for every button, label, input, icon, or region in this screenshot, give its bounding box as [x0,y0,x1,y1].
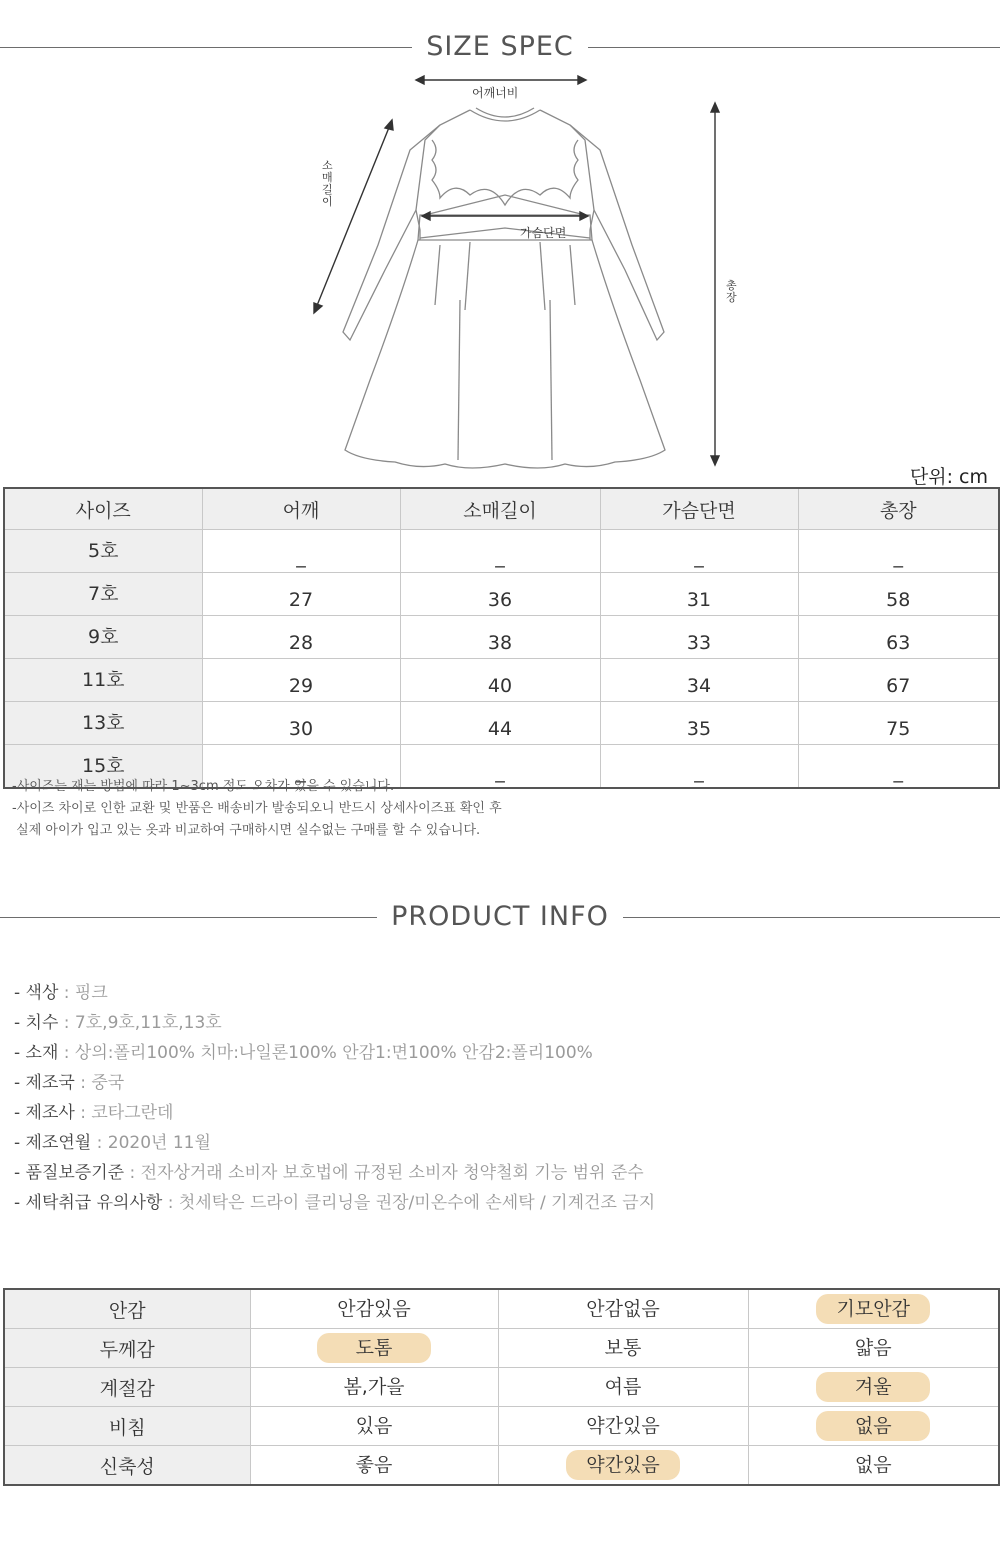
feature-option-selected: 기모안감 [816,1294,930,1324]
sleeve-cell: 44 [400,702,600,745]
table-row [4,702,999,745]
feature-option-cell [498,1446,748,1486]
product-info-heading [0,902,1000,932]
table-row [4,573,999,616]
info-row-material: - 소재 : 상의:폴리100% 치마:나일론100% 안감1:면100% 안감2:폴리100% [14,1043,593,1063]
size-spec-title: SIZE SPEC [412,31,588,62]
feature-option-cell [250,1407,498,1446]
product-info-title: PRODUCT INFO [377,901,623,932]
sleeve-label: 소매길이 [322,159,333,208]
chest-label: 가슴단면 [520,226,567,240]
sleeve-cell: 38 [400,616,600,659]
feature-option-cell [250,1446,498,1486]
info-row-date: - 제조연월 : 2020년 11월 [14,1133,211,1153]
feature-row [4,1368,999,1407]
size-note: -사이즈 차이로 인한 교환 및 반품은 배송비가 발송되오니 반드시 상세사이즈표 확인 후 [12,801,502,816]
feature-option: 없음 [854,1454,892,1476]
feature-row [4,1289,999,1329]
sleeve-cell: 40 [400,659,600,702]
size-spec-table [3,487,1000,789]
feature-option-cell [498,1329,748,1368]
chest-cell: 33 [600,616,798,659]
chest-cell: 31 [600,573,798,616]
feature-option-selected: 약간있음 [566,1450,680,1480]
feature-option-cell [748,1407,999,1446]
shoulder-cell: 27 [202,573,400,616]
table-row [4,616,999,659]
feature-option: 안감없음 [586,1298,660,1320]
feature-option-cell [498,1368,748,1407]
table-row [4,530,999,573]
feature-option-cell [250,1289,498,1329]
length-cell: _ [798,530,999,573]
sleeve-cell: _ [400,745,600,789]
info-row-warranty: - 품질보증기준 : 전자상거래 소비자 보호법에 규정된 소비자 청약철회 기능 범위 준수 [14,1163,644,1183]
feature-option-cell [250,1368,498,1407]
sleeve-cell: _ [400,530,600,573]
feature-row [4,1407,999,1446]
size-notes [12,776,502,842]
size-cell: 11호 [4,659,202,702]
feature-option: 얇음 [854,1337,892,1359]
feature-option: 봄,가을 [343,1376,405,1398]
unit-label: 단위: cm [909,466,988,488]
header-sleeve: 소매길이 [400,488,600,530]
feature-option-cell [748,1329,999,1368]
feature-option: 약간있음 [586,1415,660,1437]
feature-option: 보통 [604,1337,642,1359]
length-label: 총장 [726,279,737,304]
size-spec-heading [0,32,1000,62]
feature-option-cell [748,1446,999,1486]
sleeve-cell: 36 [400,573,600,616]
size-cell: 7호 [4,573,202,616]
size-cell: 5호 [4,530,202,573]
header-shoulder: 어깨 [202,488,400,530]
feature-row [4,1329,999,1368]
length-cell: _ [798,745,999,789]
shoulder-cell: _ [202,530,400,573]
shoulder-cell: _ [202,745,400,789]
feature-option: 있음 [355,1415,393,1437]
feature-row [4,1446,999,1486]
size-note: 실제 아이가 입고 있는 옷과 비교하여 구매하시면 실수없는 구매를 할 수 있습니다. [12,823,481,838]
header-size: 사이즈 [4,488,202,530]
feature-option-cell [748,1289,999,1329]
dress-illustration [0,70,1000,480]
feature-option-cell [250,1329,498,1368]
length-cell: 58 [798,573,999,616]
table-row [4,659,999,702]
feature-label: 비침 [4,1407,250,1446]
feature-label: 안감 [4,1289,250,1329]
size-cell: 15호 [4,745,202,789]
feature-option: 좋음 [355,1454,393,1476]
feature-label: 두께감 [4,1329,250,1368]
header-length: 총장 [798,488,999,530]
info-row-maker: - 제조사 : 코타그란데 [14,1103,174,1123]
feature-option-cell [498,1407,748,1446]
chest-cell: _ [600,745,798,789]
feature-label: 계절감 [4,1368,250,1407]
size-note: -사이즈는 재는 방법에 따라 1~3cm 정도 오차가 있을 수 있습니다. [12,779,395,794]
header-chest: 가슴단면 [600,488,798,530]
feature-option-cell [498,1289,748,1329]
chest-cell: 35 [600,702,798,745]
product-info-list [14,978,655,1218]
dress-diagram [0,70,1000,480]
feature-option-cell [748,1368,999,1407]
info-row-country: - 제조국 : 중국 [14,1073,125,1093]
feature-option-selected: 겨울 [816,1372,930,1402]
shoulder-cell: 29 [202,659,400,702]
length-cell: 63 [798,616,999,659]
length-cell: 75 [798,702,999,745]
length-cell: 67 [798,659,999,702]
chest-cell: 34 [600,659,798,702]
info-row-color: - 색상 : 핑크 [14,983,108,1003]
shoulder-label: 어깨너비 [472,86,519,100]
shoulder-cell: 30 [202,702,400,745]
feature-option: 안감있음 [337,1298,411,1320]
info-row-care: - 세탁취급 유의사항 : 첫세탁은 드라이 클리닝을 권장/미온수에 손세탁 / 기계건조 금지 [14,1193,656,1213]
feature-option-selected: 없음 [816,1411,930,1441]
feature-table [3,1288,1000,1486]
size-cell: 13호 [4,702,202,745]
table-header-row [4,488,999,530]
info-row-size: - 치수 : 7호,9호,11호,13호 [14,1013,222,1033]
size-cell: 9호 [4,616,202,659]
shoulder-cell: 28 [202,616,400,659]
feature-option: 여름 [604,1376,642,1398]
chest-cell: _ [600,530,798,573]
feature-option-selected: 도톰 [317,1333,431,1363]
feature-label: 신축성 [4,1446,250,1486]
